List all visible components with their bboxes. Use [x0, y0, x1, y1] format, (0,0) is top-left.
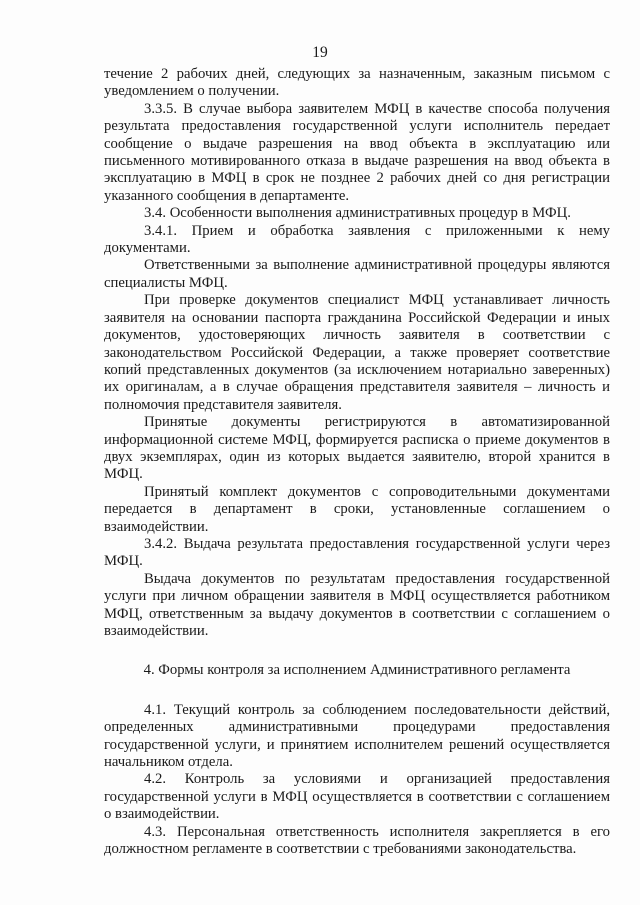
page-number: 19	[312, 44, 328, 61]
paragraph-4-2: 4.2. Контроль за условиями и организацией предоставления государственной услуги в МФЦ осуществляется в соответствии с соглашением о взаимодействии.	[104, 771, 610, 823]
paragraph-3-4: 3.4. Особенности выполнения административных процедур в МФЦ.	[144, 205, 571, 222]
paragraph-document-check: При проверке документов специалист МФЦ устанавливает личность заявителя на основании паспорта гражданина Российской Федерации и иных документов, удостоверяющих личность заявителя в соответствии с законодательством Российской Федерации, а также проверяет соответствие копий представленных документов (за исключением нотариально заверенных) их оригиналам, а в случае обращения представителя заявителя – личность и полномочия представителя заявителя.	[104, 292, 610, 413]
paragraph-3-4-2: 3.4.2. Выдача результата предоставления государственной услуги через МФЦ.	[104, 535, 610, 570]
section-heading: 4. Формы контроля за исполнением Административного регламента	[143, 662, 571, 679]
paragraph-transfer: Принятый комплект документов с сопроводительными документами передается в департамент в сроки, установленные соглашением о взаимодействии.	[104, 483, 610, 535]
paragraph-3-3-5: 3.3.5. В случае выбора заявителем МФЦ в качестве способа получения результата предоставления государственной услуги исполнитель передает сообщение о выдаче разрешения на ввод объекта в эксплуатацию или письменного мотивированного отказа в выдаче разрешения на ввод объекта в эксплуатацию в МФЦ в срок не позднее 2 рабочих дней со дня регистрации указанного сообщения в департаменте.	[104, 100, 610, 204]
document-body	[104, 66, 610, 858]
paragraph-continued: течение 2 рабочих дней, следующих за назначенным, заказным письмом с уведомлением о получении.	[104, 66, 610, 100]
paragraph-4-1: 4.1. Текущий контроль за соблюдением последовательности действий, определенных административными процедурами предоставления государственной услуги, и принятием исполнителем решений осуществляется начальником отдела.	[104, 701, 610, 771]
paragraph-4-3: 4.3. Персональная ответственность исполнителя закрепляется в его должностном регламенте в соответствии с требованиями законодательства.	[104, 823, 610, 858]
paragraph-registration: Принятые документы регистрируются в автоматизированной информационной системе МФЦ, формируется расписка о приеме документов в двух экземплярах, один из которых выдается заявителю, второй хранится в МФЦ.	[104, 414, 610, 483]
paragraph-3-4-1: 3.4.1. Прием и обработка заявления с приложенными к нему документами.	[104, 222, 610, 257]
paragraph-issue: Выдача документов по результатам предоставления государственной услуги при личном обращении заявителя в МФЦ осуществляется работником МФЦ, ответственным за выдачу документов в соответствии с соглашением о взаимодействии.	[104, 570, 610, 639]
paragraph-responsible: Ответственными за выполнение административной процедуры являются специалисты МФЦ.	[104, 257, 610, 291]
